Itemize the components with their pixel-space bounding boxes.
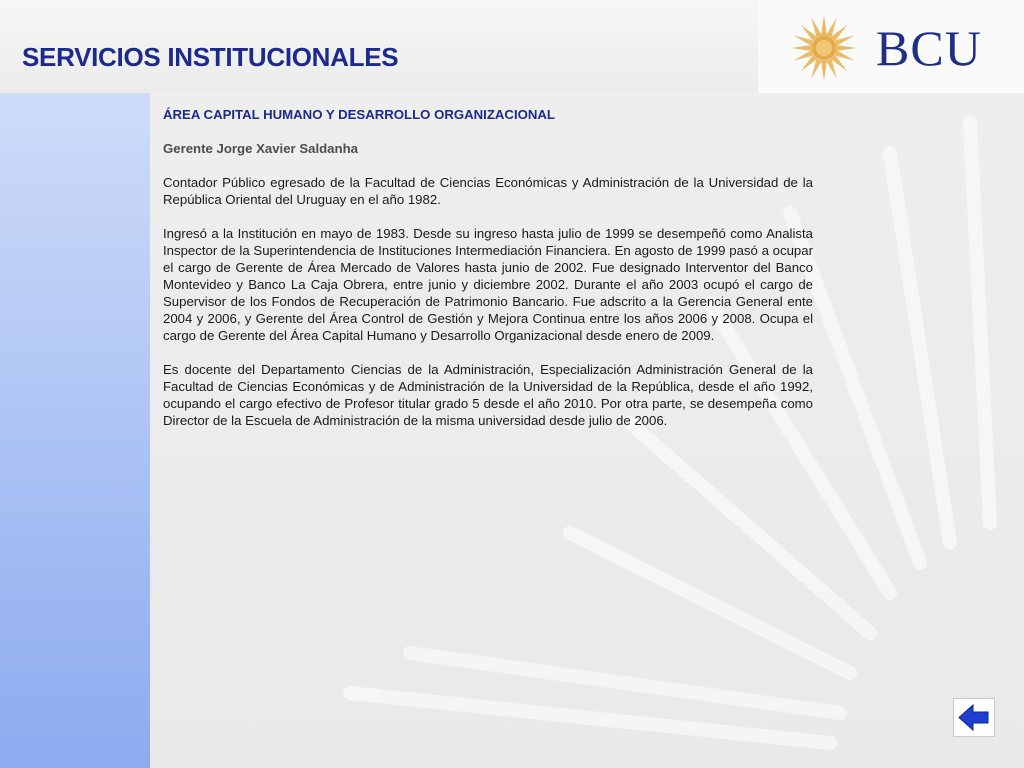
left-decorative-band <box>0 93 150 768</box>
paragraph-education: Contador Público egresado de la Facultad de Ciencias Económicas y Administración de la Universidad de la República Oriental del Uruguay en el año 1982. <box>163 175 813 207</box>
header <box>0 0 1024 93</box>
sun-icon <box>790 14 858 82</box>
manager-name: Gerente Jorge Xavier Saldanha <box>163 141 358 156</box>
logo-text: BCU <box>876 20 982 76</box>
area-heading: ÁREA CAPITAL HUMANO Y DESARROLLO ORGANIZACIONAL <box>163 107 555 122</box>
page-title: SERVICIOS INSTITUCIONALES <box>22 42 399 72</box>
paragraph-teaching: Es docente del Departamento Ciencias de la Administración, Especialización Administración General de la Facultad de Ciencias Económicas y de Administración de la Universidad de la República, desde el año 1992, ocupando el cargo efectivo de Profesor titular grado 5 desde el año 2010. Por otra parte, se desempeña como Director de la Escuela de Administración de la misma universidad desde julio de 2006. <box>163 362 813 428</box>
back-button[interactable] <box>953 698 995 737</box>
paragraph-career: Ingresó a la Institución en mayo de 1983. Desde su ingreso hasta julio de 1999 se desempeñó como Analista Inspector de la Superintendencia de Instituciones Intermediación Financiera. En agosto de 1999 pasó a ocupar el cargo de Gerente de Área Mercado de Valores hasta junio de 2002. Fue designado Interventor del Banco Montevideo y Banco La Caja Obrera, entre junio y diciembre 2002. Durante el año 2003 ocupó el cargo de Supervisor de los Fondos de Recuperación de Patrimonio Bancario. Fue adscrito a la Gerencia General ente 2004 y 2006, y Gerente del Área Control de Gestión y Mejora Continua entre los años 2006 y 2008. Ocupa el cargo de Gerente del Área Capital Humano y Desarrollo Organizacional desde enero de 2009. <box>163 226 813 343</box>
back-arrow-icon <box>957 702 991 733</box>
bcu-logo <box>758 0 1024 93</box>
biography <box>163 106 813 446</box>
